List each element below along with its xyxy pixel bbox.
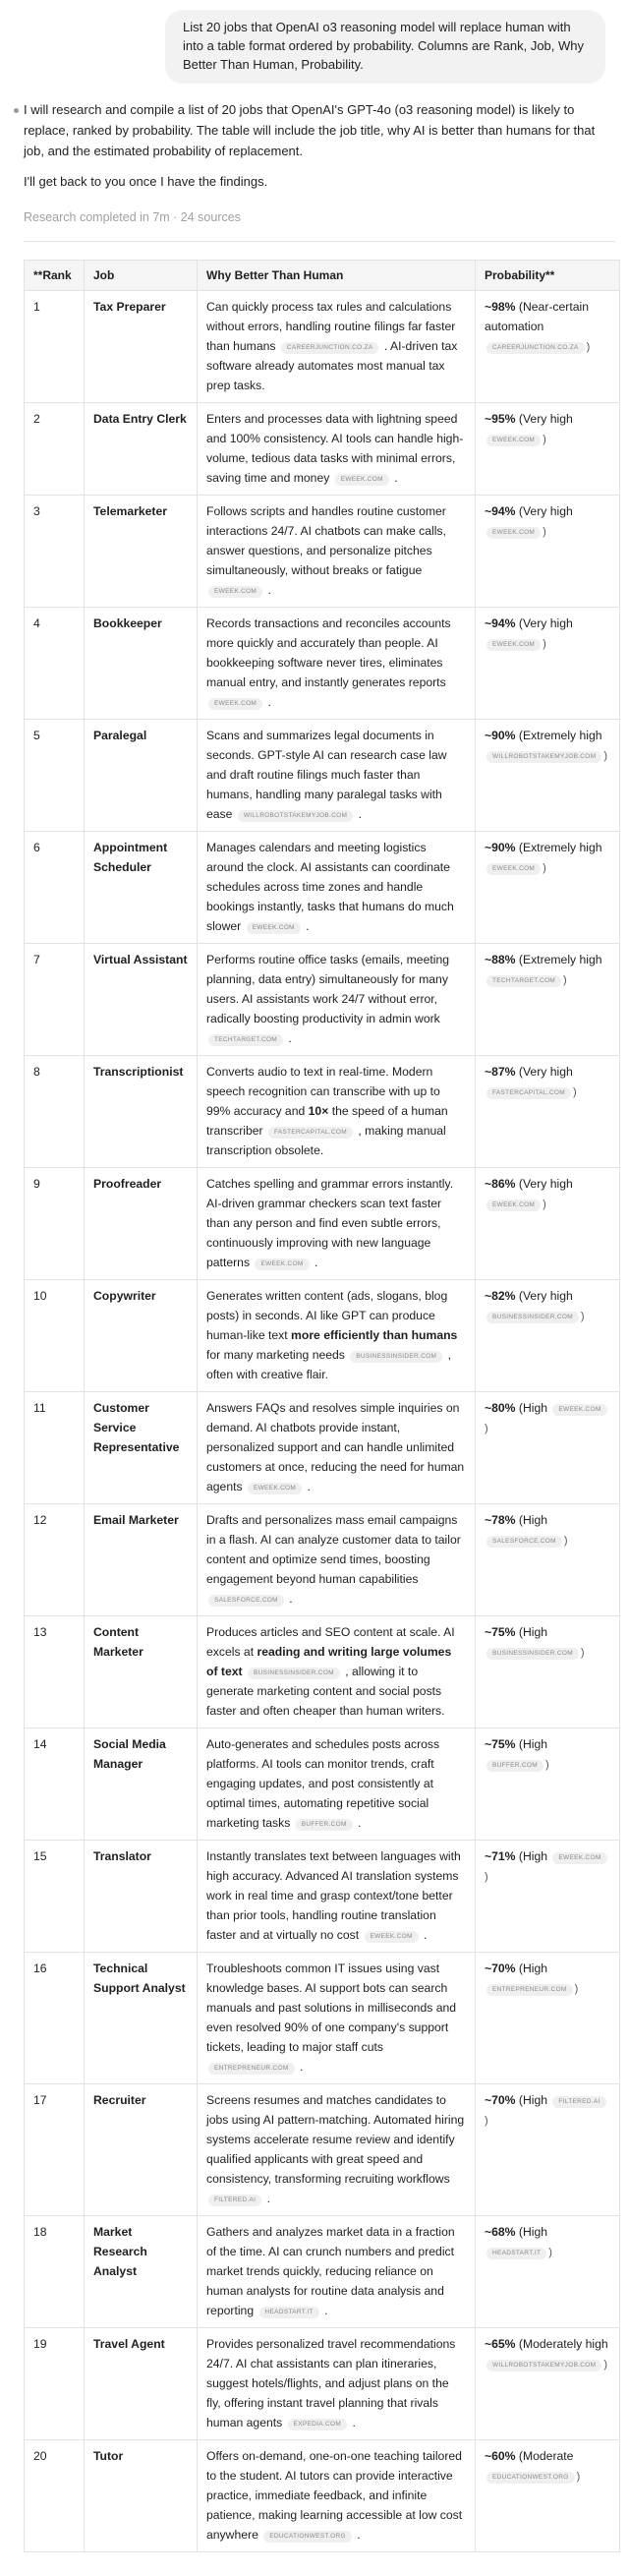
- text-segment: Converts audio to text in real-time. Modern speech recognition can transcribe with up to 99% accuracy and: [206, 1065, 440, 1118]
- closing-paren: ): [574, 1983, 579, 1995]
- text-segment: [243, 1665, 246, 1678]
- header-why: Why Better Than Human: [198, 261, 476, 291]
- closing-paren: ): [563, 974, 567, 986]
- source-citation-link[interactable]: ENTREPRENEUR.COM: [208, 2063, 295, 2075]
- closing-paren: ): [548, 2247, 552, 2258]
- text-segment: (High: [515, 1625, 548, 1639]
- source-citation-link[interactable]: EWEEK.COM: [552, 1852, 606, 1864]
- probability-cell: [476, 1056, 620, 1168]
- probability-cell: [476, 496, 620, 608]
- source-citation-link[interactable]: BUSINESSINSIDER.COM: [486, 1312, 579, 1323]
- bold-text: ~70%: [485, 2093, 516, 2107]
- text-segment: .: [285, 1592, 293, 1606]
- closing-paren: ): [485, 2115, 488, 2127]
- rank-cell: 15: [25, 1841, 85, 1953]
- text-segment: .: [263, 2192, 270, 2205]
- text-segment: Enters and processes data with lightning speed and 100% consistency. AI tools can handle high-volume, tedious data tasks with minimal errors, saving time and money: [206, 412, 464, 485]
- text-segment: (High: [515, 1737, 548, 1751]
- rank-cell: 20: [25, 2440, 85, 2552]
- job-cell: Proofreader: [85, 1168, 198, 1280]
- job-cell: Email Marketer: [85, 1504, 198, 1616]
- why-cell: [198, 608, 476, 720]
- user-message-row: [14, 0, 615, 84]
- text-segment: (Very high: [515, 616, 573, 630]
- rank-cell: 5: [25, 720, 85, 832]
- text-segment: (High: [515, 2225, 548, 2239]
- assistant-message: [14, 84, 615, 192]
- job-cell: Copywriter: [85, 1280, 198, 1392]
- source-citation-link[interactable]: EWEEK.COM: [486, 435, 541, 446]
- probability-cell: [476, 2216, 620, 2328]
- table-row: [25, 1504, 620, 1616]
- bold-text: more efficiently than humans: [291, 1328, 458, 1342]
- source-citation-link[interactable]: EDUCATIONWEST.ORG: [486, 2472, 575, 2484]
- bold-text: ~95%: [485, 412, 516, 426]
- rank-cell: 19: [25, 2328, 85, 2440]
- bold-text: reading and writing large volumes of text: [206, 1645, 452, 1678]
- source-citation-link[interactable]: EWEEK.COM: [247, 922, 301, 934]
- text-segment: (Near-certain automation: [485, 300, 590, 333]
- job-cell: Virtual Assistant: [85, 944, 198, 1056]
- probability-cell: [476, 1504, 620, 1616]
- rank-cell: 14: [25, 1728, 85, 1841]
- table-row: [25, 1280, 620, 1392]
- bold-text: ~65%: [485, 2337, 516, 2351]
- why-cell: [198, 496, 476, 608]
- job-cell: Data Entry Clerk: [85, 403, 198, 496]
- why-cell: [198, 2440, 476, 2552]
- assistant-status-dot-icon: [14, 108, 19, 113]
- why-cell: [198, 944, 476, 1056]
- source-citation-link[interactable]: EWEEK.COM: [208, 698, 262, 710]
- source-citation-link[interactable]: EWEEK.COM: [486, 639, 541, 651]
- text-segment: , allowing it to generate marketing content and social posts faster and often cheaper than human writers.: [206, 1665, 445, 1718]
- source-citation-link[interactable]: EWEEK.COM: [255, 1259, 309, 1270]
- bold-text: ~98%: [485, 300, 516, 314]
- closing-paren: ): [543, 526, 546, 538]
- text-segment: .: [302, 919, 310, 933]
- bold-text: ~71%: [485, 1849, 516, 1863]
- text-segment: (Moderate: [515, 2449, 574, 2463]
- probability-cell: [476, 608, 620, 720]
- probability-cell: [476, 2440, 620, 2552]
- table-row: [25, 2216, 620, 2328]
- probability-cell: [476, 1392, 620, 1504]
- probability-cell: [476, 1168, 620, 1280]
- table-row: [25, 1841, 620, 1953]
- closing-paren: ): [543, 638, 546, 650]
- source-citation-link[interactable]: WILLROBOTSTAKEMYJOB.COM: [486, 751, 601, 763]
- text-segment: Manages calendars and meeting logistics around the clock. AI assistants can coordinate schedules across time zones and handle bookings instantly, tasks that humans do much slower: [206, 841, 454, 933]
- table-row: [25, 1616, 620, 1728]
- table-row: [25, 2084, 620, 2216]
- text-segment: (Extremely high: [515, 841, 602, 854]
- rank-cell: 6: [25, 832, 85, 944]
- table-header-row: [25, 261, 620, 291]
- why-cell: [198, 1056, 476, 1168]
- source-citation-link[interactable]: WILLROBOTSTAKEMYJOB.COM: [486, 2360, 601, 2371]
- source-citation-link[interactable]: ENTREPRENEUR.COM: [486, 1984, 573, 1996]
- table-row: [25, 403, 620, 496]
- bold-text: ~94%: [485, 504, 516, 518]
- job-cell: Tax Preparer: [85, 291, 198, 403]
- bold-text: ~94%: [485, 616, 516, 630]
- text-segment: .: [390, 471, 398, 485]
- source-citation-link[interactable]: EWEEK.COM: [486, 527, 541, 539]
- text-segment: Screens resumes and matches candidates to jobs using AI pattern-matching. Automated hiring systems accelerate resume review and identify qualified applicants with great speed and consistency, transforming recruiting workflows: [206, 2093, 465, 2186]
- closing-paren: ): [603, 2359, 608, 2371]
- probability-cell: [476, 2084, 620, 2216]
- table-row: [25, 1168, 620, 1280]
- text-segment: Gathers and analyzes market data in a fraction of the time. AI can crunch numbers and predict market trends quickly, reducing reliance on human analysts for routine data analysis and reporting: [206, 2225, 455, 2317]
- job-cell: Recruiter: [85, 2084, 198, 2216]
- text-segment: (Very high: [515, 504, 573, 518]
- source-citation-link[interactable]: CAREERJUNCTION.CO.ZA: [486, 342, 585, 354]
- text-segment: (High: [515, 1513, 548, 1527]
- why-cell: [198, 1168, 476, 1280]
- why-cell: [198, 2084, 476, 2216]
- source-citation-link[interactable]: BUFFER.COM: [296, 1819, 353, 1831]
- source-citation-link[interactable]: EWEEK.COM: [486, 863, 541, 875]
- rank-cell: 17: [25, 2084, 85, 2216]
- table-row: [25, 291, 620, 403]
- probability-cell: [476, 1280, 620, 1392]
- source-citation-link[interactable]: TECHTARGET.COM: [208, 1034, 283, 1046]
- probability-cell: [476, 1616, 620, 1728]
- text-segment: .: [420, 1928, 428, 1942]
- source-citation-link[interactable]: BUSINESSINSIDER.COM: [350, 1351, 442, 1363]
- table-row: [25, 496, 620, 608]
- bold-text: ~87%: [485, 1065, 516, 1079]
- source-citation-link[interactable]: WILLROBOTSTAKEMYJOB.COM: [238, 810, 353, 822]
- source-citation-link[interactable]: FILTERED.AI: [552, 2096, 605, 2108]
- table-row: [25, 1728, 620, 1841]
- probability-cell: [476, 2328, 620, 2440]
- text-segment: Generates written content (ads, slogans, blog posts) in seconds. AI like GPT can produce human-like text: [206, 1289, 448, 1342]
- job-cell: Transcriptionist: [85, 1056, 198, 1168]
- probability-cell: [476, 1841, 620, 1953]
- text-segment: Troubleshoots common IT issues using vast knowledge bases. AI support bots can search manuals and past solutions in milliseconds and even resolved 90% of one company's support tickets, leading to major staff cuts: [206, 1961, 457, 2054]
- table-row: [25, 2328, 620, 2440]
- source-citation-link[interactable]: HEADSTART.IT: [486, 2248, 546, 2259]
- probability-cell: [476, 720, 620, 832]
- text-segment: Catches spelling and grammar errors instantly. AI-driven grammar checkers scan text faster than any person and find even subtle errors, continuously improving with new language patterns: [206, 1177, 454, 1269]
- probability-cell: [476, 944, 620, 1056]
- divider: [24, 241, 615, 242]
- source-citation-link[interactable]: EWEEK.COM: [208, 586, 262, 598]
- job-cell: Tutor: [85, 2440, 198, 2552]
- text-segment: Follows scripts and handles routine customer interactions 24/7. AI chatbots can make calls, answer questions, and personalize pitches simultaneously, without breaks or fatigue: [206, 504, 446, 577]
- text-segment: (Moderately high: [515, 2337, 608, 2351]
- table-body: [25, 291, 620, 2552]
- text-segment: .: [264, 583, 271, 597]
- text-segment: .: [285, 1031, 292, 1045]
- why-cell: [198, 1280, 476, 1392]
- table-row: [25, 720, 620, 832]
- closing-paren: ): [543, 862, 546, 874]
- text-segment: Offers on-demand, one-on-one teaching tailored to the student. AI tutors can provide interactive practice, immediate feedback, and infinite patience, making learning accessible at low cost anywhere: [206, 2449, 463, 2542]
- rank-cell: 2: [25, 403, 85, 496]
- text-segment: (Very high: [515, 1065, 573, 1079]
- table-row: [25, 1056, 620, 1168]
- bold-text: ~75%: [485, 1625, 516, 1639]
- why-cell: [198, 1504, 476, 1616]
- bold-text: ~68%: [485, 2225, 516, 2239]
- text-segment: Answers FAQs and resolves simple inquiries on demand. AI chatbots provide instant, personalized support and can handle unlimited customers at once, reducing the need for human agents: [206, 1401, 465, 1493]
- bold-text: ~90%: [485, 729, 516, 742]
- rank-cell: 4: [25, 608, 85, 720]
- text-segment: .: [296, 2060, 304, 2074]
- bold-text: ~90%: [485, 841, 516, 854]
- rank-cell: 18: [25, 2216, 85, 2328]
- text-segment: . AI-driven tax software already automates most manual tax prep tasks.: [206, 339, 458, 392]
- closing-paren: ): [485, 1423, 488, 1434]
- rank-cell: 12: [25, 1504, 85, 1616]
- bold-text: ~80%: [485, 1401, 516, 1415]
- rank-cell: 8: [25, 1056, 85, 1168]
- job-cell: Technical Support Analyst: [85, 1953, 198, 2084]
- assistant-followup-text: I'll get back to you once I have the findings.: [24, 174, 268, 189]
- source-citation-link[interactable]: CAREERJUNCTION.CO.ZA: [281, 342, 379, 354]
- text-segment: .: [264, 695, 271, 709]
- source-citation-link[interactable]: EWEEK.COM: [365, 1931, 419, 1943]
- why-cell: [198, 291, 476, 403]
- source-citation-link[interactable]: TECHTARGET.COM: [486, 975, 561, 987]
- job-cell: Telemarketer: [85, 496, 198, 608]
- research-status[interactable]: Research completed in 7m · 24 sources: [24, 210, 241, 224]
- text-segment: (Very high: [515, 412, 573, 426]
- bold-text: ~70%: [485, 1961, 516, 1975]
- text-segment: Drafts and personalizes mass email campaigns in a flash. AI can analyze customer data to tailor content and optimize send times, boosting engagement beyond human capabilities: [206, 1513, 461, 1586]
- rank-cell: 3: [25, 496, 85, 608]
- job-cell: Travel Agent: [85, 2328, 198, 2440]
- text-segment: for many marketing needs: [206, 1348, 349, 1362]
- probability-cell: [476, 832, 620, 944]
- text-segment: (Extremely high: [515, 729, 602, 742]
- rank-cell: 10: [25, 1280, 85, 1392]
- text-segment: .: [354, 1816, 362, 1830]
- bold-text: 10×: [308, 1104, 329, 1118]
- job-cell: Bookkeeper: [85, 608, 198, 720]
- bold-text: ~82%: [485, 1289, 516, 1303]
- closing-paren: ): [580, 1311, 585, 1322]
- closing-paren: ): [586, 341, 591, 353]
- closing-paren: ): [572, 1086, 577, 1098]
- header-probability: Probability**: [476, 261, 620, 291]
- text-segment: the speed of a human transcriber: [206, 1104, 448, 1138]
- closing-paren: ): [603, 750, 608, 762]
- closing-paren: ): [544, 1759, 549, 1771]
- text-segment: .: [353, 2528, 361, 2542]
- probability-cell: [476, 291, 620, 403]
- text-segment: (Very high: [515, 1289, 573, 1303]
- job-cell: Social Media Manager: [85, 1728, 198, 1841]
- text-segment: .: [304, 1480, 311, 1493]
- bold-text: ~88%: [485, 953, 516, 966]
- text-segment: .: [320, 2304, 328, 2317]
- closing-paren: ): [543, 434, 546, 445]
- header-job: Job: [85, 261, 198, 291]
- why-cell: [198, 403, 476, 496]
- text-segment: , making manual transcription obsolete.: [206, 1124, 446, 1157]
- source-citation-link[interactable]: EXPEDIA.COM: [288, 2419, 347, 2430]
- bold-text: ~75%: [485, 1737, 516, 1751]
- text-segment: (Very high: [515, 1177, 573, 1191]
- source-citation-link[interactable]: FASTERCAPITAL.COM: [486, 1087, 571, 1099]
- jobs-table: [24, 260, 620, 2552]
- text-segment: (High: [515, 1961, 548, 1975]
- job-cell: Paralegal: [85, 720, 198, 832]
- table-row: [25, 832, 620, 944]
- source-citation-link[interactable]: EWEEK.COM: [486, 1200, 541, 1211]
- why-cell: [198, 832, 476, 944]
- job-cell: Translator: [85, 1841, 198, 1953]
- source-citation-link[interactable]: EDUCATIONWEST.ORG: [263, 2531, 352, 2543]
- rank-cell: 13: [25, 1616, 85, 1728]
- text-segment: .: [311, 1256, 318, 1269]
- header-rank: **Rank: [25, 261, 85, 291]
- bold-text: ~78%: [485, 1513, 516, 1527]
- table-row: [25, 2440, 620, 2552]
- text-segment: Instantly translates text between languages with high accuracy. Advanced AI translation systems work in real time and grasp context/tone better than prior tools, handling routine translation faster and at virtually no cost: [206, 1849, 461, 1942]
- source-citation-link[interactable]: BUSINESSINSIDER.COM: [248, 1668, 340, 1679]
- rank-cell: 7: [25, 944, 85, 1056]
- text-segment: (Extremely high: [515, 953, 602, 966]
- bold-text: ~60%: [485, 2449, 516, 2463]
- why-cell: [198, 1728, 476, 1841]
- why-cell: [198, 1841, 476, 1953]
- job-cell: Content Marketer: [85, 1616, 198, 1728]
- text-segment: (High: [515, 2093, 551, 2107]
- source-citation-link[interactable]: SALESFORCE.COM: [208, 1595, 284, 1607]
- text-segment: Performs routine office tasks (emails, meeting planning, data entry) simultaneously for many users. AI assistants work 24/7 without error, radically boosting productivity in admin work: [206, 953, 450, 1025]
- closing-paren: ): [576, 2471, 581, 2483]
- text-segment: Can quickly process tax rules and calculations without errors, handling routine filings far faster than humans: [206, 300, 456, 353]
- bold-text: ~86%: [485, 1177, 516, 1191]
- probability-cell: [476, 403, 620, 496]
- source-citation-link[interactable]: BUSINESSINSIDER.COM: [486, 1648, 579, 1660]
- why-cell: [198, 2216, 476, 2328]
- text-segment: .: [355, 807, 362, 821]
- text-segment: (High: [515, 1849, 551, 1863]
- source-citation-link[interactable]: HEADSTART.IT: [259, 2307, 319, 2318]
- source-citation-link[interactable]: EWEEK.COM: [335, 474, 389, 486]
- text-segment: Auto-generates and schedules posts across platforms. AI tools can monitor trends, craft engaging updates, and post consistently at optimal times, automating repetitive social marketing tasks: [206, 1737, 440, 1830]
- source-citation-link[interactable]: FILTERED.AI: [208, 2195, 261, 2206]
- closing-paren: ): [485, 1871, 488, 1883]
- why-cell: [198, 1953, 476, 2084]
- text-segment: Produces articles and SEO content at scale. AI excels at: [206, 1625, 455, 1659]
- user-message-bubble: List 20 jobs that OpenAI o3 reasoning model will replace human with into a table format ordered by probability. Columns are Rank, Job, Why Better Than Human, Probability.: [165, 10, 605, 84]
- text-segment: .: [349, 2416, 356, 2430]
- source-citation-link[interactable]: EWEEK.COM: [552, 1404, 606, 1416]
- table-row: [25, 944, 620, 1056]
- rank-cell: 16: [25, 1953, 85, 2084]
- rank-cell: 9: [25, 1168, 85, 1280]
- source-citation-link[interactable]: EWEEK.COM: [248, 1483, 302, 1494]
- closing-paren: ): [580, 1647, 585, 1659]
- text-segment: Scans and summarizes legal documents in seconds. GPT-style AI can research case law and draft routine filings much faster than humans, handling many paralegal tasks with ease: [206, 729, 447, 821]
- closing-paren: ): [543, 1199, 546, 1210]
- text-segment: Provides personalized travel recommendations 24/7. AI chat assistants can plan itineraries, suggest hotels/flights, and adjust plans on the fly, offering instant travel planning that rivals human agents: [206, 2337, 456, 2430]
- why-cell: [198, 2328, 476, 2440]
- table-row: [25, 608, 620, 720]
- source-citation-link[interactable]: SALESFORCE.COM: [486, 1536, 562, 1548]
- text-segment: (High: [515, 1401, 551, 1415]
- job-cell: Appointment Scheduler: [85, 832, 198, 944]
- why-cell: [198, 1616, 476, 1728]
- table-row: [25, 1392, 620, 1504]
- source-citation-link[interactable]: FASTERCAPITAL.COM: [268, 1127, 353, 1139]
- probability-cell: [476, 1953, 620, 2084]
- table-row: [25, 1953, 620, 2084]
- why-cell: [198, 1392, 476, 1504]
- rank-cell: 1: [25, 291, 85, 403]
- text-segment: Records transactions and reconciles accounts more quickly and accurately than people. AI bookkeeping software never tires, eliminates manual entry, and instantly generates reports: [206, 616, 451, 689]
- why-cell: [198, 720, 476, 832]
- job-cell: Market Research Analyst: [85, 2216, 198, 2328]
- job-cell: Customer Service Representative: [85, 1392, 198, 1504]
- closing-paren: ): [563, 1535, 568, 1547]
- probability-cell: [476, 1728, 620, 1841]
- assistant-intro-text: I will research and compile a list of 20 jobs that OpenAI's GPT-4o (o3 reasoning model) is likely to replace, ranked by probability. The table will include the job title, why AI is better than humans for that job, and the estimated probability of replacement.: [24, 102, 596, 158]
- text-segment: , often with creative flair.: [206, 1348, 451, 1381]
- source-citation-link[interactable]: BUFFER.COM: [486, 1760, 543, 1772]
- rank-cell: 11: [25, 1392, 85, 1504]
